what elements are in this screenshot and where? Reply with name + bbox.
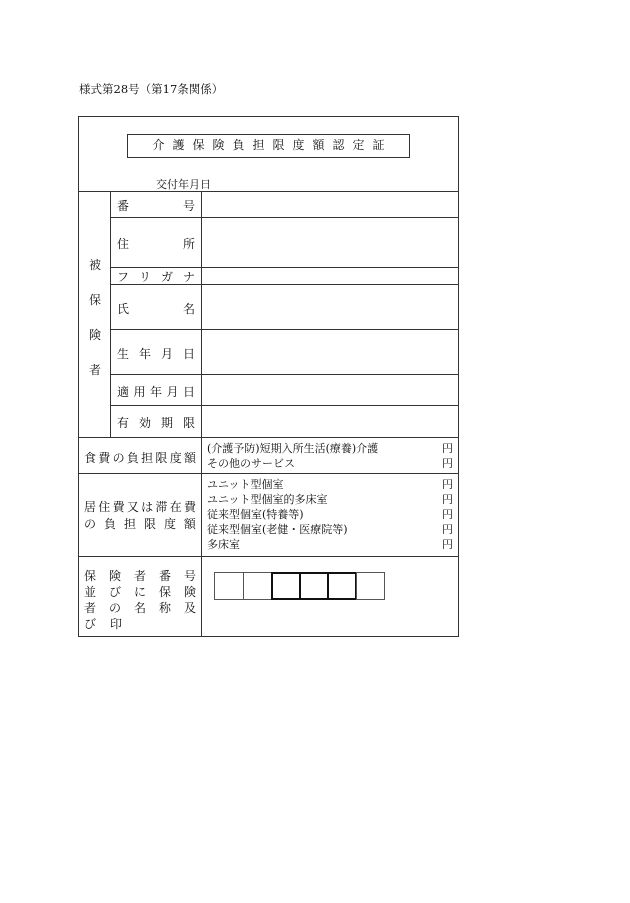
residence-cost-row: 従来型個室(老健・医療院等) 円	[207, 523, 453, 536]
insurer-number-box[interactable]	[243, 572, 272, 600]
residence-cost-row: ユニット型個室的多床室 円	[207, 493, 453, 506]
divider-residence	[78, 556, 459, 557]
divider-value-column	[201, 191, 202, 637]
insurer-label-line4: び 印	[84, 617, 123, 631]
insurer-label-line2: 並 び に 保 険	[84, 585, 196, 599]
insured-label: 被 保 険 者	[88, 258, 101, 377]
residence-cost-label-line1: 居 住 費 又 は 滞 在 費	[84, 500, 196, 514]
residence-cost-row: 多床室 円	[207, 538, 453, 551]
birthdate-label: 生 年 月 日	[117, 347, 195, 361]
divider-birthdate	[110, 374, 459, 375]
insurer-label-line3: 者 の 名 称 及	[84, 601, 196, 615]
furigana-label: フ リ ガ ナ	[117, 270, 195, 284]
divider-food	[78, 473, 459, 474]
validity-label: 有 効 期 限	[117, 416, 195, 430]
applicable-date-label: 適 用 年 月 日	[117, 385, 195, 399]
insurer-number-box[interactable]	[327, 572, 357, 600]
food-cost-rows	[207, 441, 453, 471]
divider-insured	[78, 437, 459, 438]
insurer-number-box[interactable]	[271, 572, 301, 600]
food-cost-row: その他のサービス 円	[207, 457, 453, 470]
divider-number	[110, 217, 459, 218]
certificate-title: 介護保険負担限度額認定証	[152, 138, 393, 152]
insurer-label-line1: 保 険 者 番 号	[84, 569, 196, 583]
address-label: 住 所	[117, 237, 195, 251]
divider-insured-column	[110, 191, 111, 437]
issue-date-label: 交付年月日	[156, 178, 211, 191]
form-number: 様式第28号（第17条関係）	[79, 82, 224, 96]
name-label: 氏 名	[117, 302, 195, 316]
insurer-number-box[interactable]	[299, 572, 329, 600]
certificate-frame	[78, 116, 459, 637]
insurer-number-box[interactable]	[356, 572, 385, 600]
residence-cost-label-line2: の 負 担 限 度 額	[84, 517, 196, 531]
residence-cost-row: 従来型個室(特養等) 円	[207, 508, 453, 521]
residence-cost-row: ユニット型個室 円	[207, 478, 453, 491]
food-cost-label: 食 費 の 負 担 限 度 額	[84, 451, 196, 465]
divider-name	[110, 329, 459, 330]
divider-applicable	[110, 405, 459, 406]
number-label: 番 号	[117, 199, 195, 213]
food-cost-row: (介護予防)短期入所生活(療養)介護 円	[207, 442, 453, 455]
residence-cost-rows	[207, 477, 453, 552]
insurer-number-box[interactable]	[214, 572, 244, 600]
divider-header	[78, 191, 459, 192]
